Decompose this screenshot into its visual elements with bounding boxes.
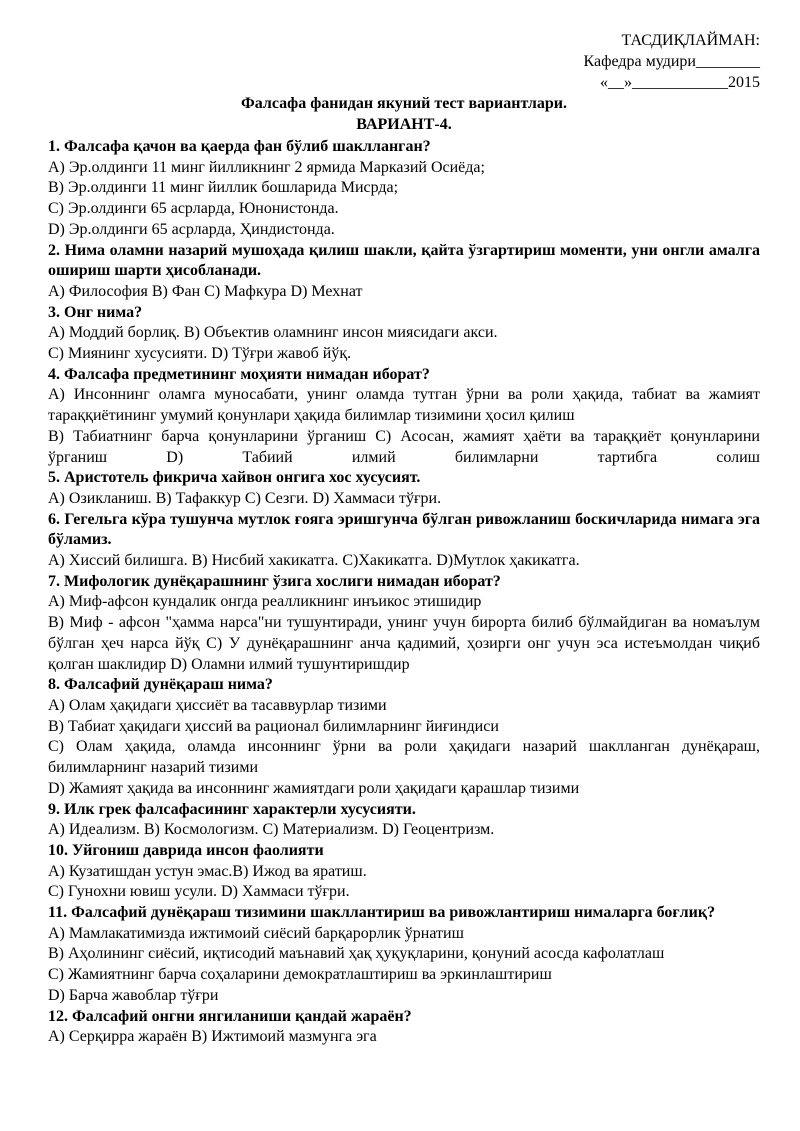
approval-block <box>48 30 760 93</box>
question-11-option-c: C) Жамиятнинг барча соҳаларини демократлаштириш ва эркинлаштириш <box>48 966 552 984</box>
question-4: 4. Фалсафа предметининг моҳияти нимадан иборат? <box>48 365 430 383</box>
question-8: 8. Фалсафий дунёқараш нима? <box>48 676 273 694</box>
question-1-option-c: C) Эр.олдинги 65 асрларда, Юнонистонда. <box>48 200 339 218</box>
question-1-option-a: A) Эр.олдинги 11 минг йилликнинг 2 ярмида Марказий Осиёда; <box>48 158 485 176</box>
question-3-options-cd: C) Миянинг хусусияти. D) Тўғри жавоб йўқ. <box>48 345 352 363</box>
question-11-option-d: D) Барча жавоблар тўғри <box>48 986 219 1004</box>
question-11-option-a: A) Мамлакатимизда ижтимоий сиёсий барқарорлик ўрнатиш <box>48 924 464 942</box>
question-8-option-d: D) Жамият ҳақида ва инсоннинг жамиятдаги роли ҳақидаги қарашлар тизими <box>48 779 580 797</box>
question-5: 5. Аристотель фикрича хайвон онгига хос хусусият. <box>48 469 421 487</box>
question-4-options-bcd: B) Табиатнинг барча қонунларини ўрганиш C) Асосан, жамият ҳаёти ва тараққиёт қонунларини ўрганиш D) Табиий илмий билимларни тартибга солиш <box>48 427 760 466</box>
question-3-options-ab: A) Моддий борлиқ. B) Объектив оламнинг инсон миясидаги акси. <box>48 324 498 342</box>
question-5-options: A) Озикланиш. B) Тафаккур C) Сезги. D) Хаммаси тўғри. <box>48 489 442 507</box>
question-6-options: A) Хиссий билишга. B) Нисбий хакикатга. C)Хакикатга. D)Мутлок ҳакикатга. <box>48 552 580 570</box>
question-7: 7. Мифологик дунёқарашнинг ўзига хослиги нимадан иборат? <box>48 572 501 590</box>
question-7-options-bcd: B) Миф - афсон "ҳамма нарса"ни тушунтиради, унинг учун бирорта билиб бўлмайдиган ва номаълум бўлган ҳеч нарса йўқ C) У дунёқарашнинг анча қадимий, ҳозирги онг учун эса истеъмолдан чиқиб қолган шаклидир D) Оламни илмий тушунтиришдир <box>48 614 760 673</box>
question-1: 1. Фалсафа қачон ва қаерда фан бўлиб шаклланган? <box>48 138 431 155</box>
question-10: 10. Уйгониш даврида инсон фаолияти <box>48 841 324 859</box>
question-2: 2. Нима оламни назарий мушоҳада қилиш шакли, қайта ўзгартириш моменти, уни онгли амалга ошириш шарти ҳисобланади. <box>48 241 760 280</box>
question-10-options-ab: A) Кузатишдан устун эмас.B) Ижод ва яратиш. <box>48 862 367 880</box>
question-8-option-a: A) Олам ҳақидаги ҳиссиёт ва тасаввурлар тизими <box>48 696 387 714</box>
question-8-option-b: B) Табиат ҳақидаги ҳиссий ва рационал билимларнинг йиғиндиси <box>48 717 499 735</box>
question-2-options: A) Философия B) Фан C) Мафкура D) Мехнат <box>48 282 363 300</box>
question-4-option-a: A) Инсоннинг оламга муносабати, унинг оламда тутган ўрни ва роли ҳақида, табиат ва жамият тараққиётининг умумий қонунлари ҳақида билимлар тизимини ҳосил қилиш <box>48 386 760 425</box>
question-10-options-cd: C) Гунохни ювиш усули. D) Хаммаси тўғри. <box>48 883 350 901</box>
approval-department-head: Кафедра мудири________ <box>583 53 760 70</box>
questions-list <box>48 137 760 1048</box>
document-title: Фалсафа фанидан якуний тест вариантлари. <box>241 95 567 112</box>
question-3: 3. Онг нима? <box>48 303 143 321</box>
question-11-option-b: B) Аҳолининг сиёсий, иқтисодий маънавий ҳақ ҳуқуқларини, қонуний асосда кафолатлаш <box>48 945 665 963</box>
approval-heading: ТАСДИҚЛАЙМАН: <box>621 32 760 49</box>
question-6: 6. Гегельга кўра тушунча мутлок ғояга эришгунча бўлган ривожланиш боскичларида нимага эга бўламиз. <box>48 510 760 549</box>
question-12: 12. Фалсафий онгни янгиланиши қандай жараён? <box>48 1007 412 1025</box>
approval-date: «__»____________2015 <box>600 74 760 91</box>
question-1-option-b: B) Эр.олдинги 11 минг йиллик бошларида Мисрда; <box>48 179 399 197</box>
question-8-option-c: C) Олам ҳақида, оламда инсоннинг ўрни ва роли ҳақидаги назарий шаклланган дунёқараш, билимларнинг назарий тизими <box>48 738 760 777</box>
question-12-options: A) Серқирра жараён B) Ижтимоий мазмунга эга <box>48 1028 377 1046</box>
variant-title: ВАРИАНТ-4. <box>356 116 452 133</box>
question-9-options: A) Идеализм. B) Космологизм. C) Материализм. D) Геоцентризм. <box>48 821 495 839</box>
question-11: 11. Фалсафий дунёқараш тизимини шакллантириш ва ривожлантириш нималарга боғлиқ? <box>48 904 716 922</box>
question-7-option-a: A) Миф-афсон кундалик онгда реалликнинг инъикос этишидир <box>48 593 482 611</box>
question-1-option-d: D) Эр.олдинги 65 асрларда, Ҳиндистонда. <box>48 220 335 238</box>
question-9: 9. Илк грек фалсафасининг характерли хусусияти. <box>48 800 416 818</box>
